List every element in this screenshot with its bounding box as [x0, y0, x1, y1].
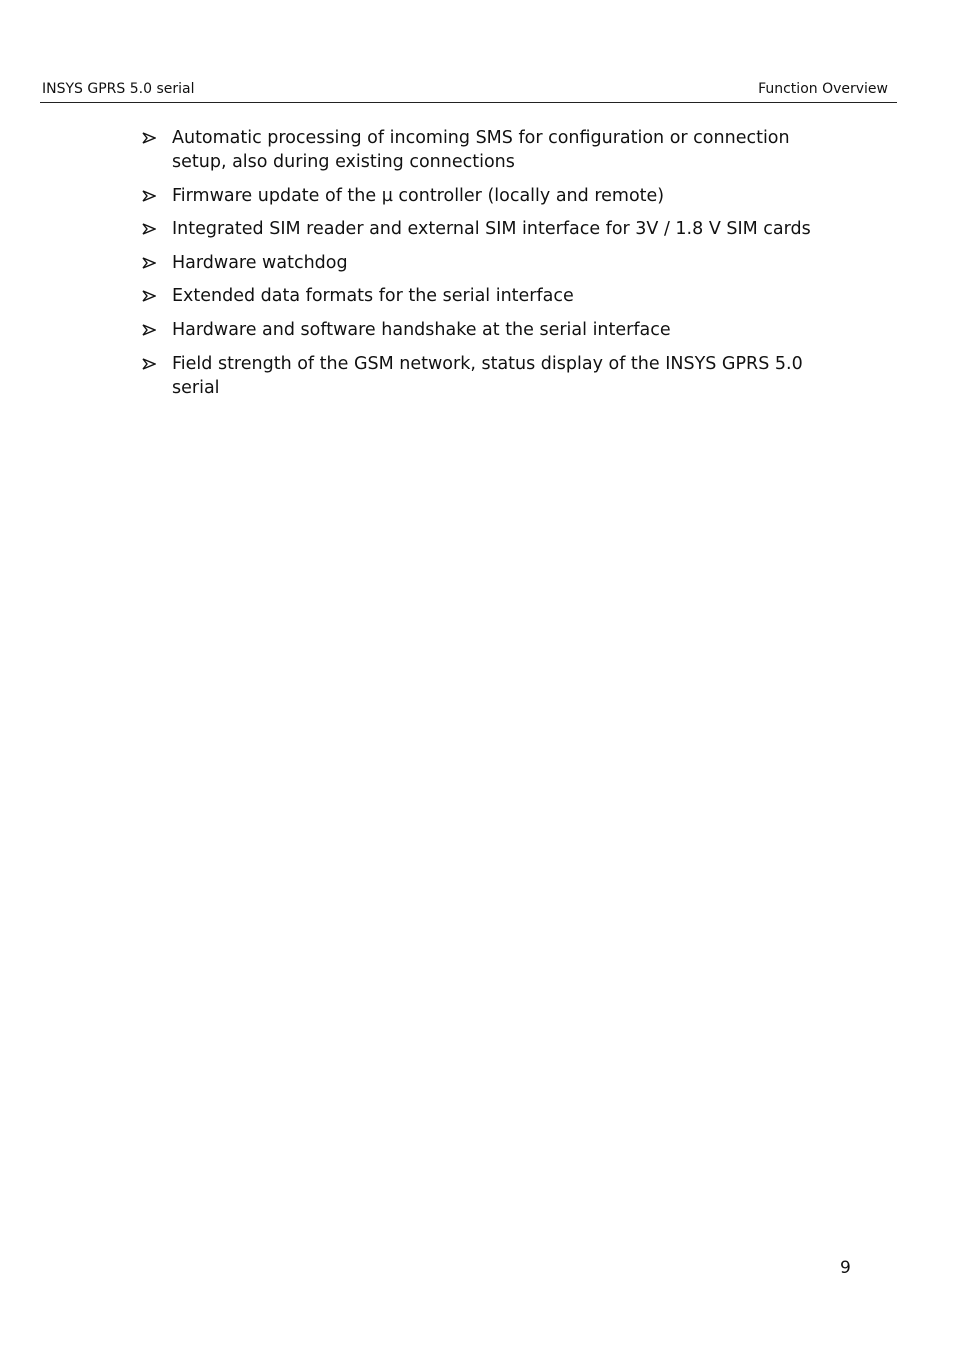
arrowhead-bullet-icon [142, 184, 158, 208]
page-header [40, 78, 897, 103]
arrowhead-bullet-icon [142, 352, 158, 376]
list-item [142, 318, 842, 342]
header-product-name: INSYS GPRS 5.0 serial [42, 81, 195, 97]
list-item-text: Integrated SIM reader and external SIM interface for 3V / 1.8 V SIM cards [172, 219, 811, 240]
list-item-text: Hardware and software handshake at the serial interface [172, 319, 671, 340]
list-item-text: Hardware watchdog [172, 252, 348, 273]
list-item [142, 126, 842, 174]
list-item [142, 217, 842, 241]
list-item [142, 184, 842, 208]
header-section-title: Function Overview [758, 81, 888, 97]
arrowhead-bullet-icon [142, 251, 158, 275]
arrowhead-bullet-icon [142, 217, 158, 241]
list-item-text: Field strength of the GSM network, status display of the INSYS GPRS 5.0 serial [172, 353, 803, 398]
list-item-text: Firmware update of the µ controller (locally and remote) [172, 185, 665, 206]
list-item [142, 251, 842, 275]
list-item-text: Automatic processing of incoming SMS for configuration or connection setup, also during existing connections [172, 128, 790, 172]
page-number: 9 [840, 1258, 851, 1278]
list-item-text: Extended data formats for the serial interface [172, 286, 574, 307]
list-item [142, 284, 842, 308]
feature-list [142, 126, 842, 409]
arrowhead-bullet-icon [142, 318, 158, 342]
arrowhead-bullet-icon [142, 284, 158, 308]
list-item [142, 352, 842, 400]
arrowhead-bullet-icon [142, 126, 158, 150]
